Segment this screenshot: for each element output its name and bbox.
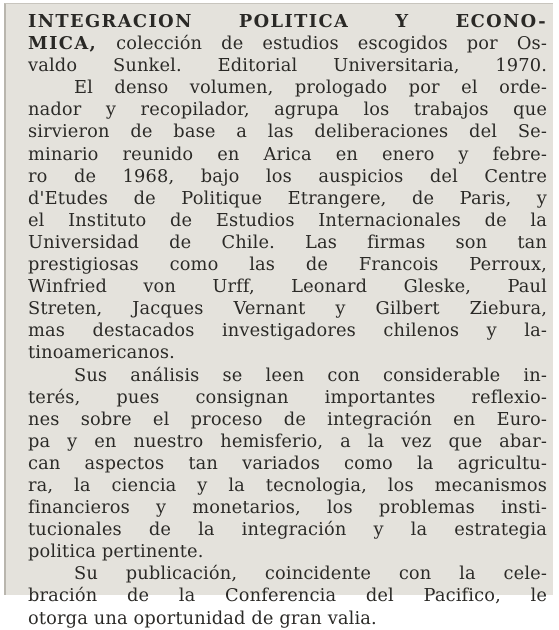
text-line-content: bración de la Conferencia del Pacifico, le bbox=[28, 585, 547, 607]
text-line bbox=[28, 342, 547, 364]
text-line-content: nador y recopilador, agrupa los trabajos que bbox=[28, 99, 547, 121]
text-line-content: prestigiosas como las de Francois Perroux, bbox=[28, 254, 547, 276]
text-line-content: sirvieron de base a las deliberaciones del Se- bbox=[28, 121, 547, 143]
text-line bbox=[28, 144, 547, 166]
text-line-content: pa y en nuestro hemisferio, a la vez que abar- bbox=[28, 430, 547, 452]
article-body bbox=[28, 33, 547, 630]
text-line-content: El denso volumen, prologado por el orde- bbox=[74, 77, 547, 99]
text-line bbox=[28, 55, 547, 77]
text-line-content: ra, la ciencia y la tecnologia, los mecanismos bbox=[28, 474, 547, 496]
text-line bbox=[28, 409, 547, 431]
text-line bbox=[28, 121, 547, 143]
text-line bbox=[28, 387, 547, 409]
text-line-content: mas destacados investigadores chilenos y la- bbox=[28, 320, 547, 342]
title-line bbox=[28, 11, 547, 33]
text-line bbox=[28, 77, 547, 99]
text-line-content: Universidad de Chile. Las firmas son tan bbox=[28, 231, 547, 253]
text-line-content: Su publicación, coincidente con la cele- bbox=[74, 563, 547, 585]
text-line-content: el Instituto de Estudios Internacionales de la bbox=[28, 209, 547, 231]
text-line-content: nes sobre el proceso de integración en Euro- bbox=[28, 408, 547, 430]
text-line bbox=[28, 188, 547, 210]
text-line bbox=[28, 232, 547, 254]
text-line-content: d'Etudes de Politique Etrangere, de Paris, y bbox=[28, 187, 547, 209]
text-line bbox=[28, 519, 547, 541]
text-line bbox=[28, 99, 547, 121]
book-title-end: MICA, bbox=[28, 33, 98, 55]
text-line-content: tucionales de la integración y la estrategia bbox=[28, 519, 547, 541]
book-title-lead: INTEGRACION POLITICA Y ECONO- bbox=[28, 11, 547, 32]
text-line-content: ro de 1968, bajo los auspicios del Centre bbox=[28, 165, 547, 187]
text-line bbox=[28, 431, 547, 453]
text-line-content: financieros y monetarios, los problemas insti- bbox=[28, 497, 547, 519]
text-line-content: otorga una oportunidad de gran valia. bbox=[28, 607, 377, 629]
text-line-content: colección de estudios escogidos por Os- bbox=[97, 33, 547, 55]
text-line bbox=[28, 541, 547, 563]
text-line bbox=[28, 210, 547, 232]
text-line bbox=[28, 298, 547, 320]
text-line-content: Winfried von Urff, Leonard Gleske, Paul bbox=[28, 276, 547, 298]
text-line bbox=[28, 166, 547, 188]
text-line bbox=[28, 585, 547, 607]
text-line-content: tinoamericanos. bbox=[28, 342, 175, 364]
text-line bbox=[28, 453, 547, 475]
text-line bbox=[28, 254, 547, 276]
text-line bbox=[28, 475, 547, 497]
text-line bbox=[28, 497, 547, 519]
text-line bbox=[28, 320, 547, 342]
text-line-content: terés, pues consignan importantes reflexio- bbox=[28, 386, 547, 408]
text-line bbox=[28, 608, 547, 630]
text-line-content: Sus análisis se leen con considerable in- bbox=[74, 364, 547, 386]
newspaper-clipping bbox=[4, 3, 553, 629]
text-line-content: Streten, Jacques Vernant y Gilbert Ziebura, bbox=[28, 298, 547, 320]
text-line-content: valdo Sunkel. Editorial Universitaria, 1970. bbox=[28, 55, 547, 77]
text-line-content: minario reunido en Arica en enero y febre- bbox=[28, 143, 547, 165]
text-line-content: can aspectos tan variados como la agricultu- bbox=[28, 452, 547, 474]
text-line-content: politica pertinente. bbox=[28, 541, 204, 563]
text-line bbox=[28, 276, 547, 298]
text-line bbox=[28, 365, 547, 387]
text-line bbox=[28, 33, 547, 55]
text-line bbox=[28, 563, 547, 585]
